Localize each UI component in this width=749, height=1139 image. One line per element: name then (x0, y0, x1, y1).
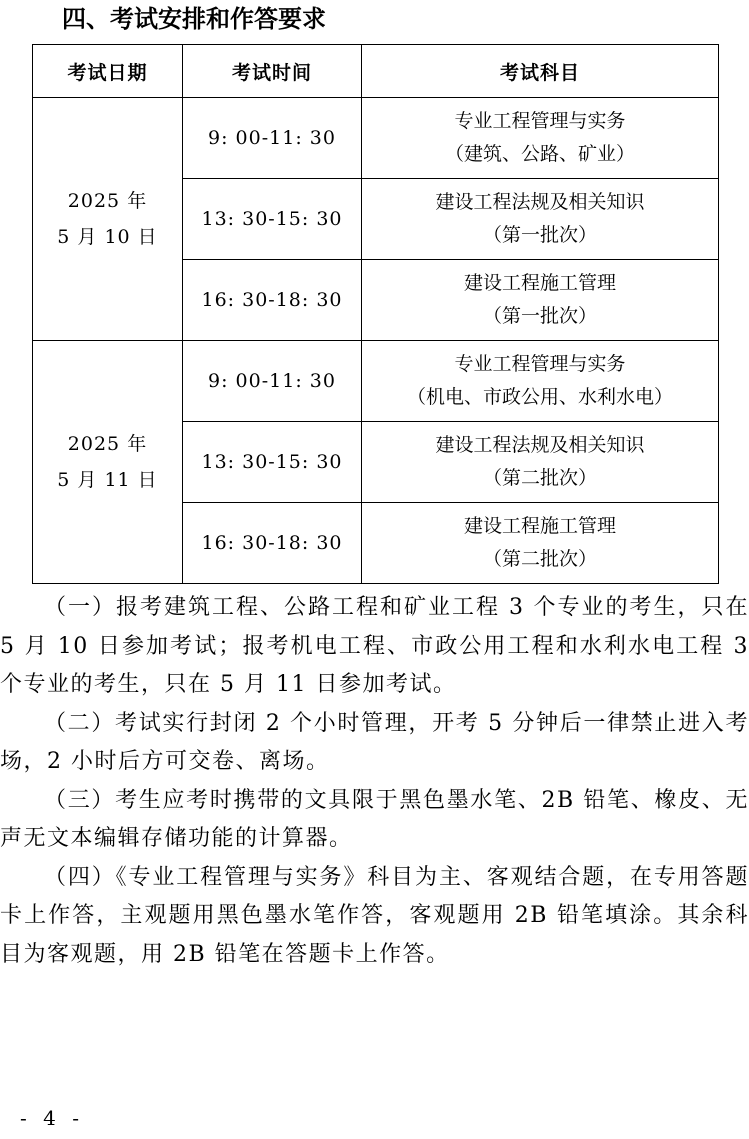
exam-schedule-table (32, 44, 719, 584)
subject-cell (362, 503, 719, 584)
subject-cell (362, 98, 719, 179)
date-cell-day2 (33, 341, 183, 584)
date-year: 2025 年 (67, 190, 148, 212)
subject-name: 建设工程施工管理 (463, 272, 616, 294)
paragraph-3: （三）考生应考时携带的文具限于黑色墨水笔、2B 铅笔、橡皮、无声无文本编辑存储功能的计算器。 (0, 787, 749, 851)
date-day: 5 月 11 日 (57, 469, 158, 491)
subject-cell (362, 179, 719, 260)
time-cell: 9: 00-11: 30 (183, 98, 362, 179)
time-cell: 16: 30-18: 30 (183, 260, 362, 341)
subject-note: （第一批次） (482, 224, 597, 246)
paragraph-2: （二）考试实行封闭 2 个小时管理，开考 5 分钟后一律禁止进入考场，2 小时后方可交卷、离场。 (0, 710, 749, 774)
subject-name: 建设工程法规及相关知识 (435, 191, 645, 213)
subject-note: （机电、市政公用、水利水电） (406, 386, 673, 408)
paragraph-1: （一）报考建筑工程、公路工程和矿业工程 3 个专业的考生，只在 5 月 10 日参加考试；报考机电工程、市政公用工程和水利水电工程 3 个专业的考生，只在 5 月 11 日参加考试。 (0, 595, 749, 697)
header-exam-subject: 考试科目 (362, 45, 719, 98)
date-year: 2025 年 (67, 433, 148, 455)
date-cell-day1 (33, 98, 183, 341)
header-exam-date: 考试日期 (33, 45, 183, 98)
time-cell: 13: 30-15: 30 (183, 179, 362, 260)
table-row (33, 341, 719, 422)
page-number: - 4 - (20, 1106, 84, 1130)
requirements-body (0, 589, 749, 974)
time-cell: 9: 00-11: 30 (183, 341, 362, 422)
subject-name: 建设工程施工管理 (463, 515, 616, 537)
section-heading: 四、考试安排和作答要求 (62, 5, 326, 33)
time-cell: 16: 30-18: 30 (183, 503, 362, 584)
subject-cell (362, 260, 719, 341)
paragraph-4: （四）《专业工程管理与实务》科目为主、客观结合题，在专用答题卡上作答，主观题用黑色墨水笔作答，客观题用 2B 铅笔填涂。其余科目为客观题，用 2B 铅笔在答题卡上作答。 (0, 864, 749, 967)
header-exam-time: 考试时间 (183, 45, 362, 98)
table-row (33, 98, 719, 179)
table-header-row (33, 45, 719, 98)
subject-note: （第一批次） (482, 305, 597, 327)
date-day: 5 月 10 日 (57, 226, 158, 248)
time-cell: 13: 30-15: 30 (183, 422, 362, 503)
subject-name: 建设工程法规及相关知识 (435, 434, 645, 456)
subject-note: （第二批次） (482, 548, 597, 570)
subject-cell (362, 422, 719, 503)
subject-name: 专业工程管理与实务 (454, 110, 626, 132)
subject-note: （建筑、公路、矿业） (444, 143, 635, 165)
subject-name: 专业工程管理与实务 (454, 353, 626, 375)
subject-note: （第二批次） (482, 467, 597, 489)
subject-cell (362, 341, 719, 422)
